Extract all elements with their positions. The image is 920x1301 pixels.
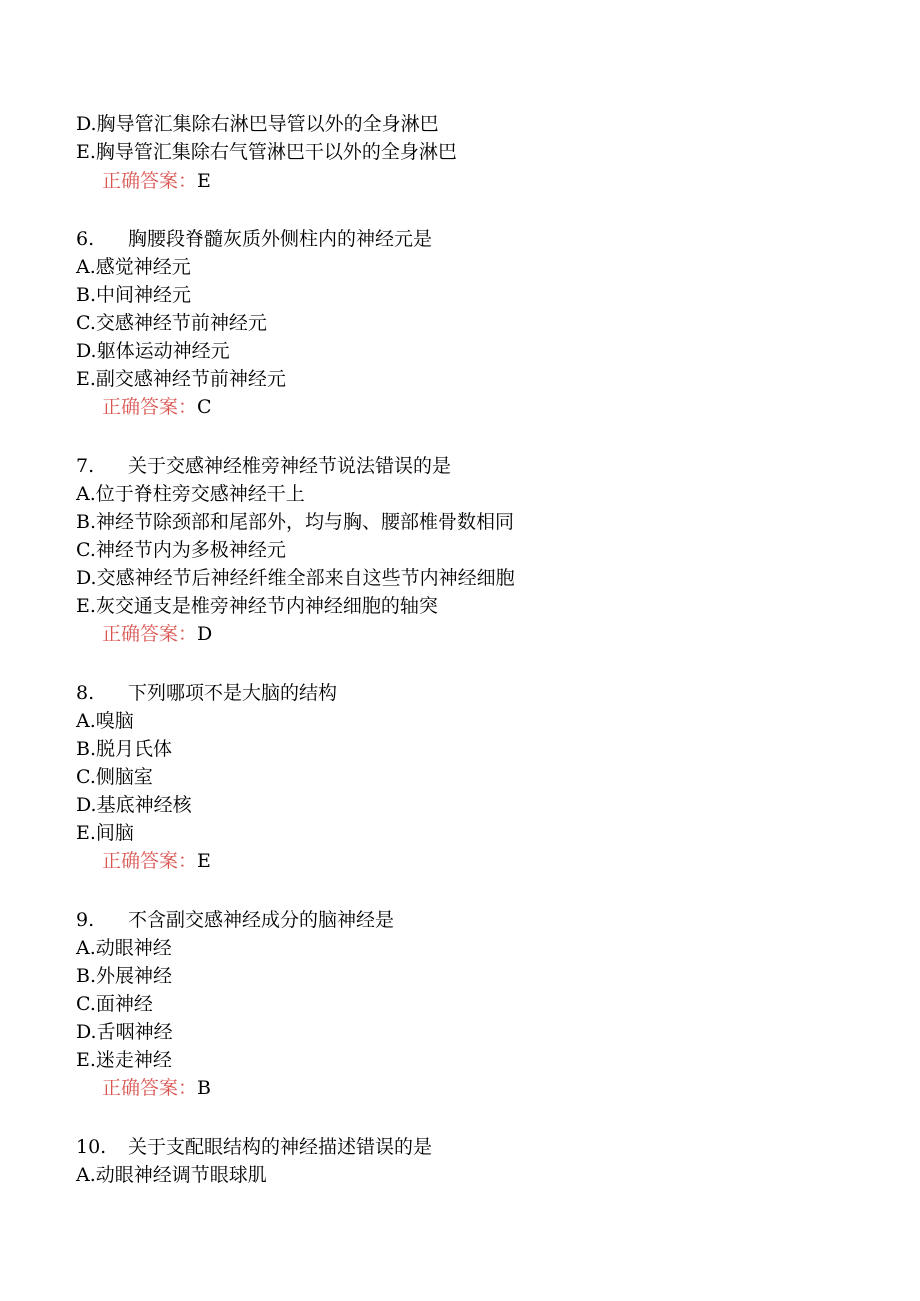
question-text: 不含副交感神经成分的脑神经是 <box>128 909 395 931</box>
option-b: B.中间神经元 <box>76 284 192 306</box>
answer-value: E <box>197 850 211 872</box>
option-a: A.动眼神经 <box>76 937 172 959</box>
question-10 <box>76 1133 432 1161</box>
question-text: 关于支配眼结构的神经描述错误的是 <box>128 1136 433 1158</box>
answer-label: 正确答案： <box>102 623 198 645</box>
option-b: B.神经节除颈部和尾部外，均与胸、腰部椎骨数相同 <box>76 511 515 533</box>
answer-value: C <box>197 396 212 418</box>
question-9 <box>76 906 394 934</box>
option-c: C.侧脑室 <box>76 766 153 788</box>
option-e: E.迷走神经 <box>76 1049 172 1071</box>
question-8 <box>76 679 337 707</box>
option-a: A.感觉神经元 <box>76 256 191 278</box>
answer-line <box>102 393 212 421</box>
answer-line <box>102 620 212 648</box>
question-text: 胸腰段脊髓灰质外侧柱内的神经元是 <box>128 228 433 250</box>
answer-line <box>102 847 211 875</box>
option-e: E.灰交通支是椎旁神经节内神经细胞的轴突 <box>76 595 438 617</box>
option-b: B.脱月氏体 <box>76 738 173 760</box>
question-text: 关于交感神经椎旁神经节说法错误的是 <box>128 455 452 477</box>
question-number: 6. <box>76 228 95 250</box>
answer-label: 正确答案： <box>102 396 198 418</box>
question-6 <box>76 225 432 253</box>
question-number: 7. <box>76 455 95 477</box>
option-d: D.基底神经核 <box>76 794 192 816</box>
option-d: D.胸导管汇集除右淋巴导管以外的全身淋巴 <box>76 113 439 135</box>
question-text: 下列哪项不是大脑的结构 <box>128 682 338 704</box>
question-number: 8. <box>76 682 95 704</box>
answer-value: D <box>197 623 213 645</box>
option-b: B.外展神经 <box>76 965 173 987</box>
option-d: D.舌咽神经 <box>76 1021 173 1043</box>
answer-line <box>102 1074 211 1102</box>
answer-value: B <box>197 1077 211 1099</box>
question-number: 9. <box>76 909 95 931</box>
option-e: E.副交感神经节前神经元 <box>76 368 286 390</box>
option-d: D.躯体运动神经元 <box>76 340 230 362</box>
option-a: A.位于脊柱旁交感神经干上 <box>76 483 305 505</box>
answer-value: E <box>197 170 211 192</box>
option-c: C.交感神经节前神经元 <box>76 312 267 334</box>
answer-label: 正确答案： <box>102 850 198 872</box>
option-d: D.交感神经节后神经纤维全部来自这些节内神经细胞 <box>76 567 515 589</box>
question-7 <box>76 452 451 480</box>
answer-line <box>102 167 211 195</box>
option-c: C.神经节内为多极神经元 <box>76 539 286 561</box>
option-c: C.面神经 <box>76 993 153 1015</box>
question-number: 10. <box>76 1136 107 1158</box>
answer-label: 正确答案： <box>102 1077 198 1099</box>
option-e: E.胸导管汇集除右气管淋巴干以外的全身淋巴 <box>76 141 457 163</box>
option-a: A.嗅脑 <box>76 710 134 732</box>
option-a: A.动眼神经调节眼球肌 <box>76 1164 267 1186</box>
option-e: E.间脑 <box>76 822 134 844</box>
answer-label: 正确答案： <box>102 170 198 192</box>
